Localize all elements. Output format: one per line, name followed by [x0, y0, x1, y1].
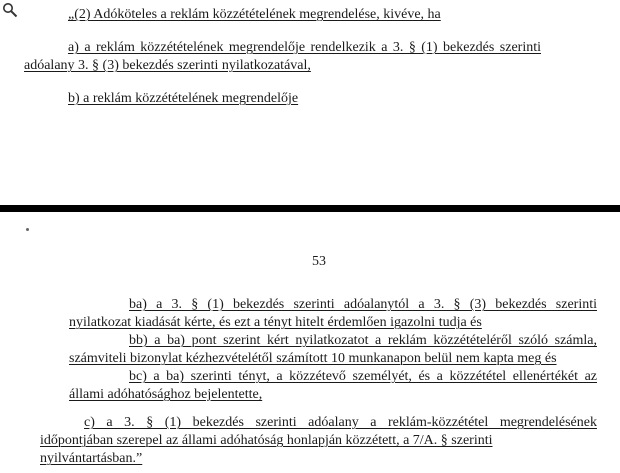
page-number: 53 [312, 254, 326, 269]
c-line1: c) a 3. § (1) bekezdés szerinti adóalany a reklám-közzététel megrendelésének [84, 415, 597, 430]
c-line2: időpontjában szerepel az állami adóhatóság honlapján közzétett, a 7/A. § szerinti [40, 433, 493, 448]
c-line3: nyilvántartásban.” [40, 451, 143, 466]
document-page-top [0, 0, 620, 205]
bb-line2: számviteli bizonylat kézhezvételétől számított 10 munkanapon belül nem kapta meg és [69, 351, 557, 366]
ba-line1: ba) a 3. § (1) bekezdés szerinti adóalanytól a 3. § (3) bekezdés szerinti [129, 297, 597, 312]
intro-line: „(2) Adóköteles a reklám közzétételének megrendelése, kivéve, ha [68, 7, 441, 22]
bb-line1: bb) a ba) pont szerint kért nyilatkozatot a reklám közzétételéről szóló számla, [129, 333, 597, 348]
scan-speck [26, 228, 29, 231]
bc-line1: bc) a ba) szerinti tényt, a közzétevő személyét, és a közzététel ellenértékét az [129, 369, 597, 384]
ba-line2: nyilatkozat kiadását kérte, és ezt a tényt hitelt érdemlően igazolni tudja és [69, 315, 482, 330]
page-divider [0, 205, 620, 212]
point-b-line: b) a reklám közzétételének megrendelője [68, 91, 299, 106]
document-page-bottom [0, 212, 620, 473]
point-a-line1: a) a reklám közzétételének megrendelője rendelkezik a 3. § (1) bekezdés szerinti [68, 40, 541, 55]
bc-line2: állami adóhatósághoz bejelentette, [69, 387, 263, 402]
point-a-line2: adóalany 3. § (3) bekezdés szerinti nyilatkozatával, [24, 58, 311, 73]
